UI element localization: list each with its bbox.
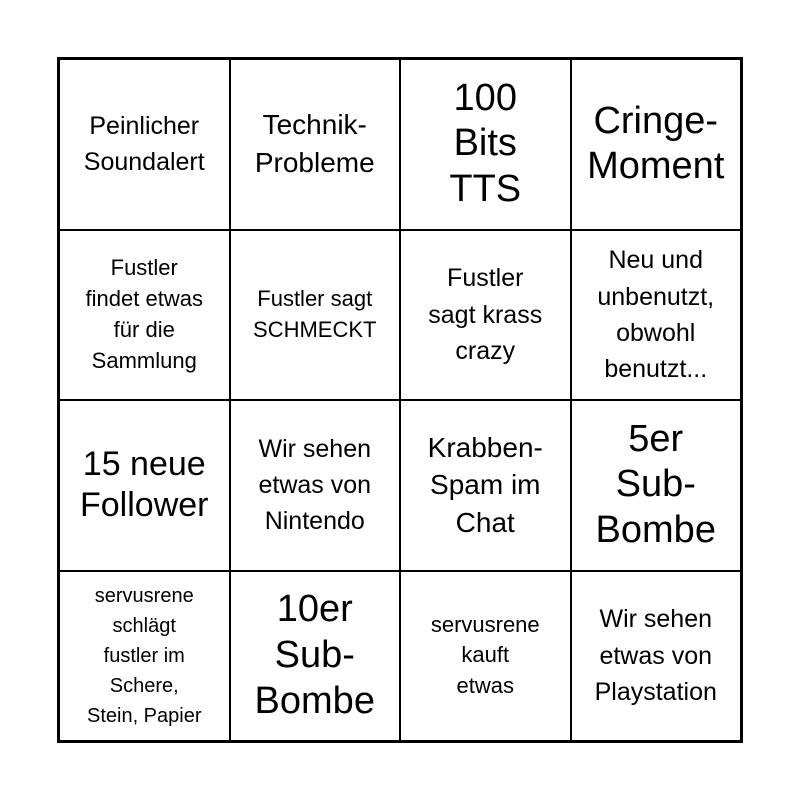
- bingo-cell-11[interactable]: Krabben- Spam im Chat: [400, 400, 571, 571]
- bingo-cell-6[interactable]: Fustler sagt SCHMECKT: [230, 230, 401, 401]
- bingo-cell-5[interactable]: Fustler findet etwas für die Sammlung: [59, 230, 230, 401]
- bingo-cell-14[interactable]: 10er Sub- Bombe: [230, 571, 401, 742]
- bingo-cell-2[interactable]: Technik- Probleme: [230, 59, 401, 230]
- bingo-cell-4[interactable]: Cringe- Moment: [571, 59, 742, 230]
- bingo-cell-7[interactable]: Fustler sagt krass crazy: [400, 230, 571, 401]
- bingo-cell-16[interactable]: Wir sehen etwas von Playstation: [571, 571, 742, 742]
- bingo-cell-1[interactable]: Peinlicher Soundalert: [59, 59, 230, 230]
- bingo-cell-9[interactable]: 15 neue Follower: [59, 400, 230, 571]
- bingo-cell-12[interactable]: 5er Sub- Bombe: [571, 400, 742, 571]
- bingo-board: [57, 57, 743, 743]
- bingo-cell-13[interactable]: servusrene schlägt fustler im Schere, Stein, Papier: [59, 571, 230, 742]
- bingo-cell-10[interactable]: Wir sehen etwas von Nintendo: [230, 400, 401, 571]
- bingo-cell-3[interactable]: 100 Bits TTS: [400, 59, 571, 230]
- bingo-cell-8[interactable]: Neu und unbenutzt, obwohl benutzt...: [571, 230, 742, 401]
- bingo-cell-15[interactable]: servusrene kauft etwas: [400, 571, 571, 742]
